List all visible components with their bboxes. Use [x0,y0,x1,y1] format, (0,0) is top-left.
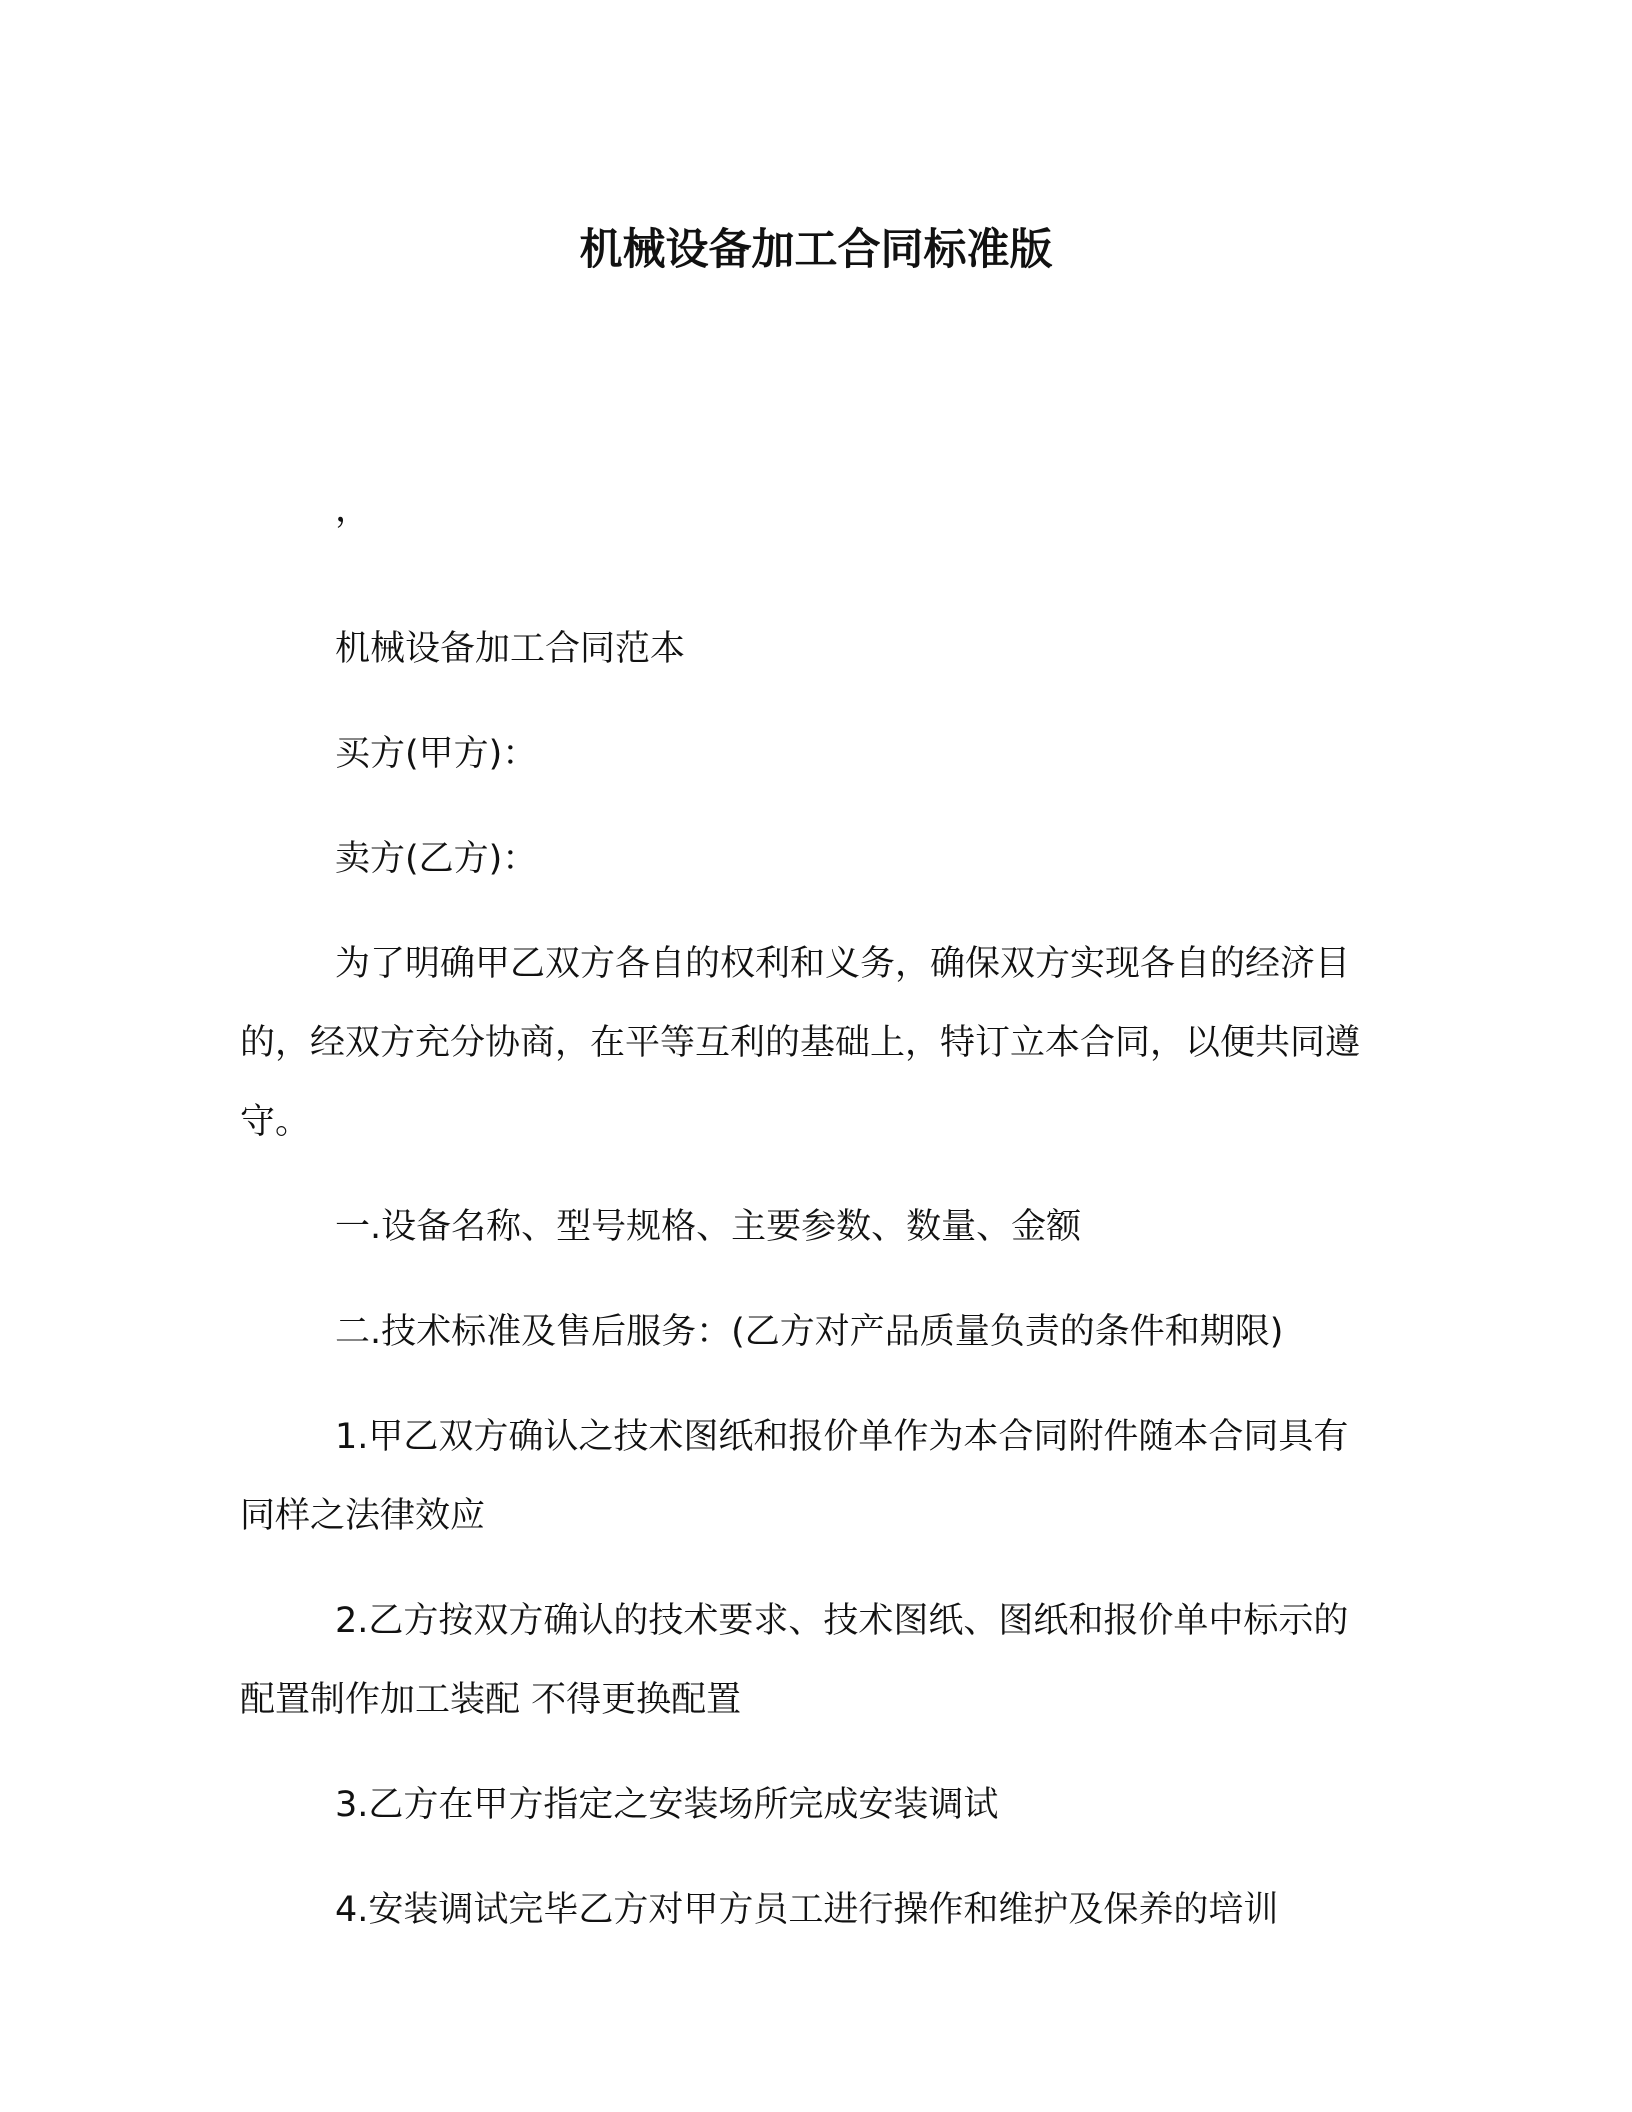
paragraph-item-1: 1.甲乙双方确认之技术图纸和报价单作为本合同附件随本合同具有同样之法律效应 [240,1417,1349,1536]
document-title: 机械设备加工合同标准版 [579,225,1053,275]
paragraph-seller: 卖方(乙方)： [335,839,538,879]
paragraph-comma: ， [335,490,371,530]
paragraph-purpose: 为了明确甲乙双方各自的权利和义务，确保双方实现各自的经济目的，经双方充分协商，在平等互利的基础上，特订立本合同，以便共同遵守。 [240,944,1361,1142]
paragraph-buyer: 买方(甲方)： [335,734,538,774]
paragraph-item-3: 3.乙方在甲方指定之安装场所完成安装调试 [335,1785,999,1825]
paragraph-item-2: 2.乙方按双方确认的技术要求、技术图纸、图纸和报价单中标示的配置制作加工装配 不得更换配置 [240,1601,1349,1720]
paragraph-section-two: 二.技术标准及售后服务：(乙方对产品质量负责的条件和期限) [335,1312,1284,1352]
paragraph-item-4: 4.安装调试完毕乙方对甲方员工进行操作和维护及保养的培训 [335,1890,1279,1930]
paragraph-subtitle: 机械设备加工合同范本 [335,629,686,669]
document-body [240,490,1380,1950]
paragraph-section-one: 一.设备名称、型号规格、主要参数、数量、金额 [335,1207,1082,1247]
